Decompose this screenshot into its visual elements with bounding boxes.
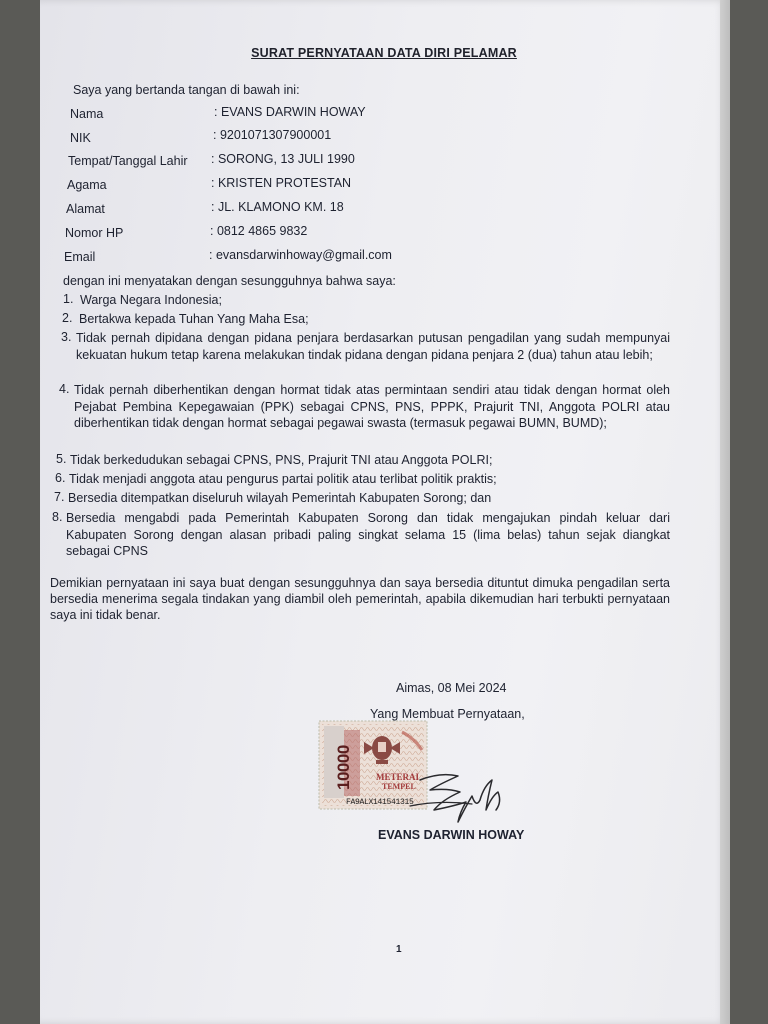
field-value-nomor-hp: : 0812 4865 9832	[210, 224, 308, 238]
stamp-serial: FA9ALX141541315	[346, 798, 414, 807]
field-value-agama: : KRISTEN PROTESTAN	[211, 176, 352, 190]
declaration-intro: dengan ini menyatakan dengan sesungguhnya bahwa saya:	[63, 274, 396, 288]
list-item: Tidak berkedudukan sebagai CPNS, PNS, Prajurit TNI atau Anggota POLRI;	[70, 453, 493, 467]
signer-name: EVANS DARWIN HOWAY	[378, 828, 525, 842]
list-item-number: 8.	[52, 510, 63, 524]
stamp-label-line2: TEMPEL	[382, 782, 416, 791]
list-item: Tidak menjadi anggota atau pengurus partai politik atau terlibat politik praktis;	[69, 472, 497, 486]
field-label-nik: NIK	[70, 131, 91, 145]
field-label-email: Email	[64, 250, 96, 264]
page-edge	[720, 0, 730, 1024]
list-item-number: 5.	[56, 452, 67, 466]
field-value-nama: : EVANS DARWIN HOWAY	[214, 105, 366, 119]
list-item-number: 2.	[62, 311, 73, 325]
field-label-agama: Agama	[67, 178, 107, 192]
field-label-nama: Nama	[70, 107, 104, 121]
list-item: Tidak pernah diberhentikan dengan hormat tidak atas permintaan sendiri atau tidak dengan hormat oleh Pejabat Pembina Kepegawaian (PPK) sebagai CPNS, PNS, PPPK, Prajurit TNI, Anggota POLRI atau diberhentikan tidak dengan hormat sebagai pegawai swasta (termasuk pegawai BUMN, BUMD);	[74, 383, 670, 430]
field-value-email: : evansdarwinhoway@gmail.com	[209, 248, 392, 262]
page-mark: 1	[396, 944, 402, 955]
field-label-alamat: Alamat	[66, 202, 105, 216]
signer-role: Yang Membuat Pernyataan,	[370, 707, 525, 721]
list-item: Bersedia mengabdi pada Pemerintah Kabupaten Sorong dan tidak mengajukan pindah keluar dari Kabupaten Sorong dengan alasan pribadi paling singkat selama 15 (lima belas) tahun sejak diangkat sebagai CPNS	[66, 511, 670, 558]
list-item: Bertakwa kepada Tuhan Yang Maha Esa;	[79, 312, 309, 326]
document-title: SURAT PERNYATAAN DATA DIRI PELAMAR	[251, 46, 517, 60]
list-item-number: 7.	[54, 490, 65, 504]
field-label-ttl: Tempat/Tanggal Lahir	[68, 154, 188, 168]
field-value-ttl: : SORONG, 13 JULI 1990	[211, 152, 355, 166]
list-item-number: 4.	[59, 382, 70, 396]
stamp-value: 10000	[334, 745, 353, 790]
field-value-alamat: : JL. KLAMONO KM. 18	[211, 200, 344, 214]
list-item-number: 1.	[63, 292, 74, 306]
field-value-nik: : 9201071307900001	[213, 128, 332, 142]
list-item-number: 6.	[55, 471, 66, 485]
intro-text: Saya yang bertanda tangan di bawah ini:	[73, 83, 300, 97]
list-item: Warga Negara Indonesia;	[80, 293, 222, 307]
handwritten-signature	[400, 766, 520, 828]
stamp-label-line1: METERAI	[376, 772, 420, 782]
list-item-number: 3.	[61, 330, 72, 344]
place-date: Aimas, 08 Mei 2024	[396, 681, 507, 695]
closing-paragraph: Demikian pernyataan ini saya buat dengan sesungguhnya dan saya bersedia dituntut dimuka pengadilan serta bersedia menerima segala tindakan yang diambil oleh pemerintah, apabila dikemudian hari terbukti pernyataan saya ini tidak benar.	[50, 576, 670, 622]
list-item: Tidak pernah dipidana dengan pidana penjara berdasarkan putusan pengadilan yang sudah mempunyai kekuatan hukum tetap karena melakukan tindak pidana dengan pidana penjara 2 (dua) tahun atau lebih;	[76, 331, 670, 362]
list-item: Bersedia ditempatkan diseluruh wilayah Pemerintah Kabupaten Sorong; dan	[68, 491, 492, 505]
field-label-nomor-hp: Nomor HP	[65, 226, 124, 240]
